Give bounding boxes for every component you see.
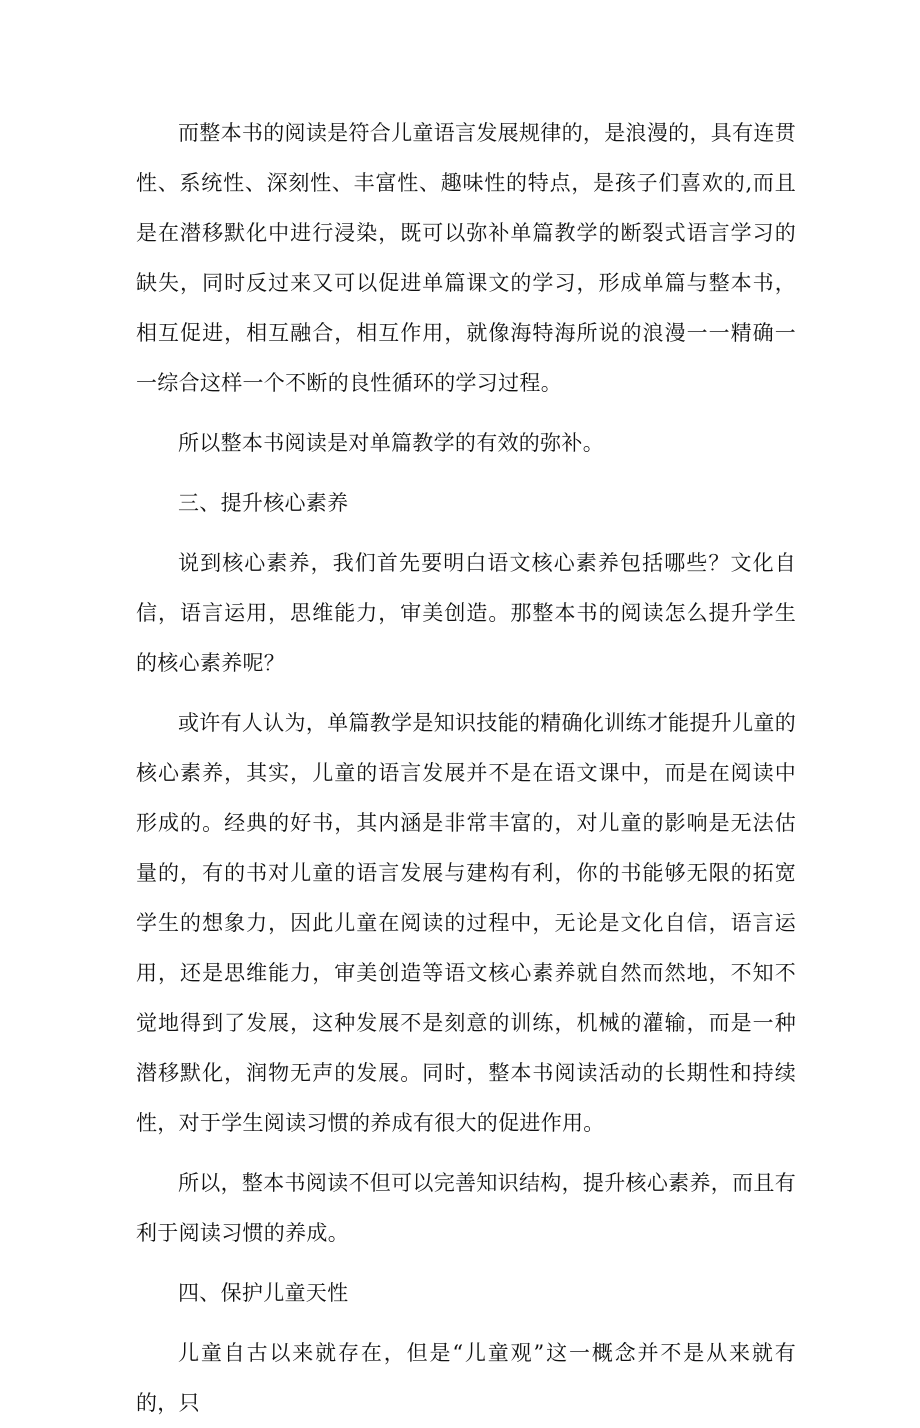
section-heading: 四、保护儿童天性: [178, 1281, 349, 1305]
section-heading: 三、提升核心素养: [178, 491, 349, 515]
paragraph: 所以，整本书阅读不但可以完善知识结构，提升核心素养，而且有利于阅读习惯的养成。: [136, 1171, 796, 1245]
paragraph: 儿童自古以来就存在，但是“儿童观”这一概念并不是从来就有的，只: [136, 1341, 796, 1415]
paragraph: 所以整本书阅读是对单篇教学的有效的弥补。: [178, 431, 604, 455]
document-body: [136, 108, 796, 1428]
paragraph: 说到核心素养，我们首先要明白语文核心素养包括哪些？文化自信，语言运用，思维能力，审美创造。那整本书的阅读怎么提升学生的核心素养呢？: [136, 551, 796, 675]
paragraph: 或许有人认为，单篇教学是知识技能的精确化训练才能提升儿童的核心素养，其实，儿童的语言发展并不是在语文课中，而是在阅读中形成的。经典的好书，其内涵是非常丰富的，对儿童的影响是无法估量的，有的书对儿童的语言发展与建构有利，你的书能够无限的拓宽学生的想象力，因此儿童在阅读的过程中，无论是文化自信，语言运用，还是思维能力，审美创造等语文核心素养就自然而然地，不知不觉地得到了发展，这种发展不是刻意的训练，机械的灌输，而是一种潜移默化，润物无声的发展。同时，整本书阅读活动的长期性和持续性，对于学生阅读习惯的养成有很大的促进作用。: [136, 711, 796, 1135]
paragraph: 而整本书的阅读是符合儿童语言发展规律的，是浪漫的，具有连贯性、系统性、深刻性、丰富性、趣味性的特点，是孩子们喜欢的,而且是在潜移默化中进行浸染，既可以弥补单篇教学的断裂式语言学习的缺失，同时反过来又可以促进单篇课文的学习，形成单篇与整本书，相互促进，相互融合，相互作用，就像海特海所说的浪漫一一精确一一综合这样一个不断的良性循环的学习过程。: [136, 121, 796, 395]
